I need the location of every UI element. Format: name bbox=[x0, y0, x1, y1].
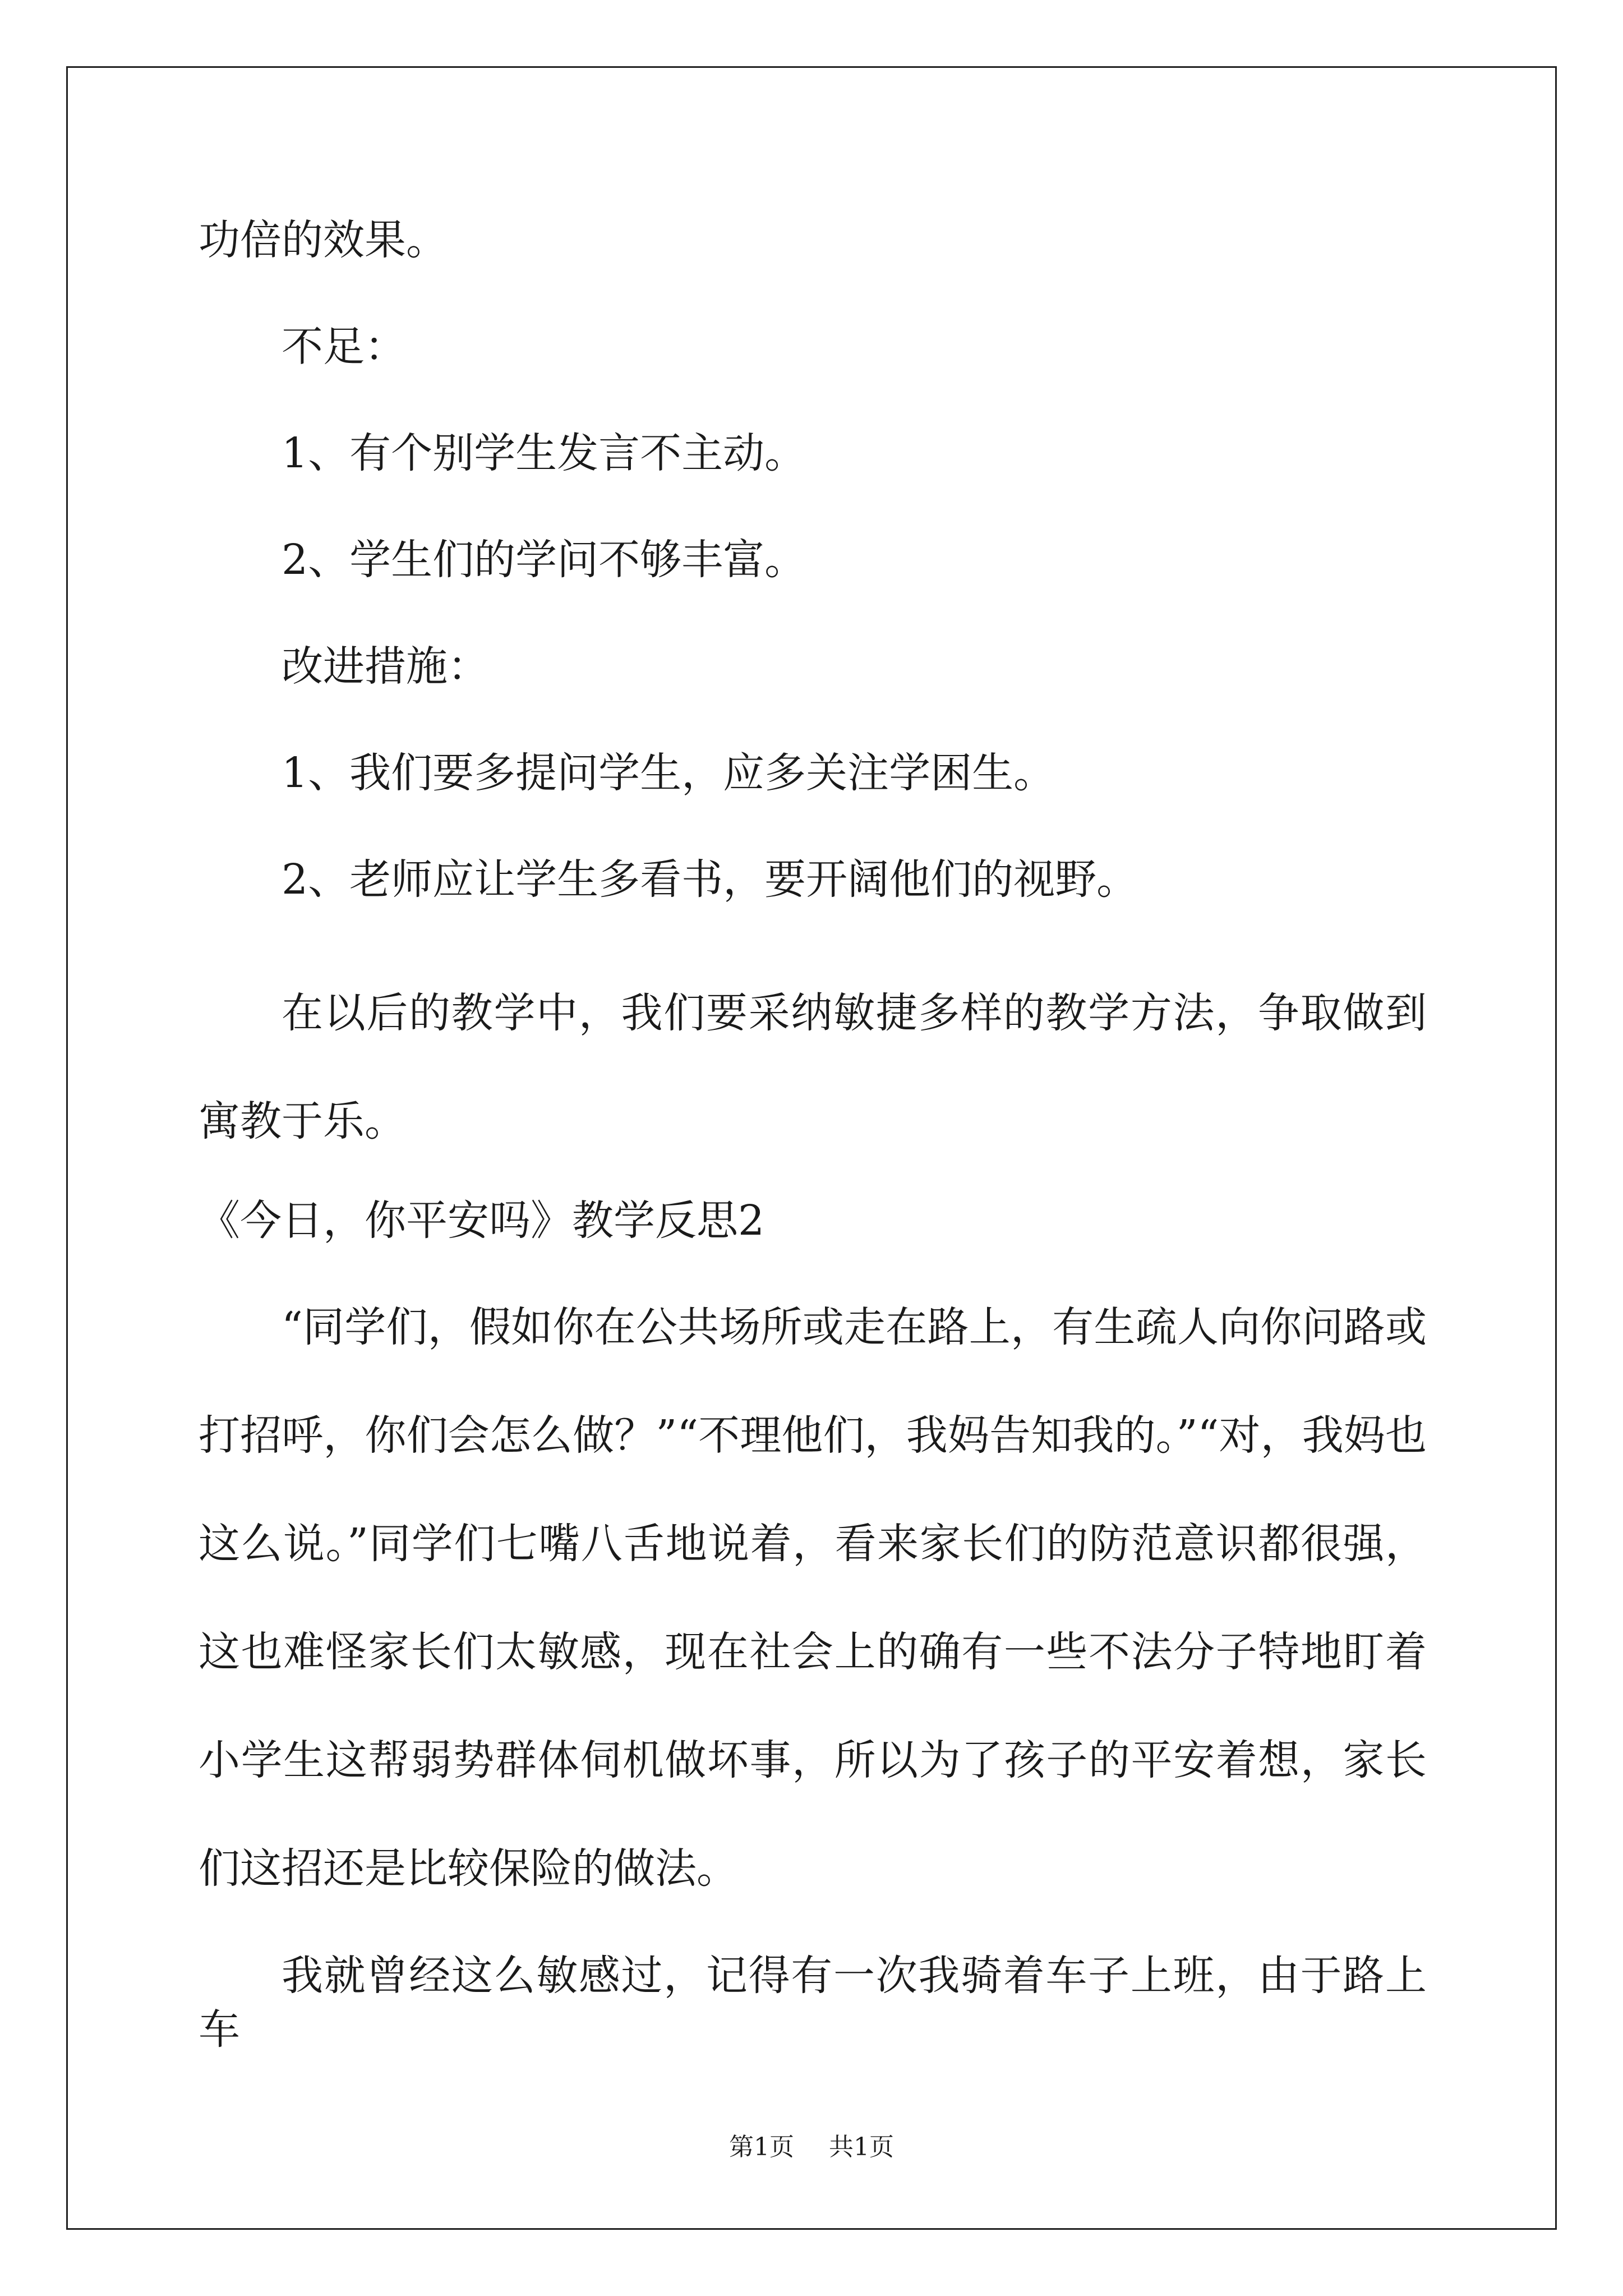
list-item: 2、老师应让学生多看书，要开阔他们的视野。 bbox=[282, 855, 1138, 904]
paragraph: 改进措施： bbox=[282, 642, 489, 691]
list-item: 1、有个别学生发言不主动。 bbox=[282, 429, 806, 477]
page-number: 第1页 bbox=[729, 2133, 794, 2161]
page-footer bbox=[0, 2132, 1623, 2163]
section-heading: 《今日，你平安吗》教学反思2 bbox=[199, 1197, 765, 1245]
paragraph: 在以后的教学中，我们要采纳敏捷多样的教学方法，争取做到寓教于乐。 bbox=[199, 989, 1427, 1145]
list-item: 2、学生们的学问不够丰富。 bbox=[282, 536, 806, 584]
list-item: 1、我们要多提问学生，应多关注学困生。 bbox=[282, 749, 1055, 797]
document-body bbox=[199, 213, 1427, 2109]
paragraph: 我就曾经这么敏感过，记得有一次我骑着车子上班，由于路上车 bbox=[199, 1952, 1427, 2054]
page-total: 共1页 bbox=[829, 2133, 894, 2161]
paragraph: “同学们，假如你在公共场所或走在路上，有生疏人向你问路或打招呼，你们会怎么做？”“不理他们，我妈告知我的。”“对，我妈也这么说。”同学们七嘴八舌地说着，看来家长们的防范意识都很强，这也难怪家长们太敏感，现在社会上的确有一些不法分子特地盯着小学生这帮弱势群体伺机做坏事，所以为了孩子的平安着想，家长们这招还是比较保险的做法。 bbox=[199, 1303, 1427, 1893]
paragraph: 功倍的效果。 bbox=[199, 216, 448, 264]
paragraph: 不足： bbox=[282, 323, 406, 371]
